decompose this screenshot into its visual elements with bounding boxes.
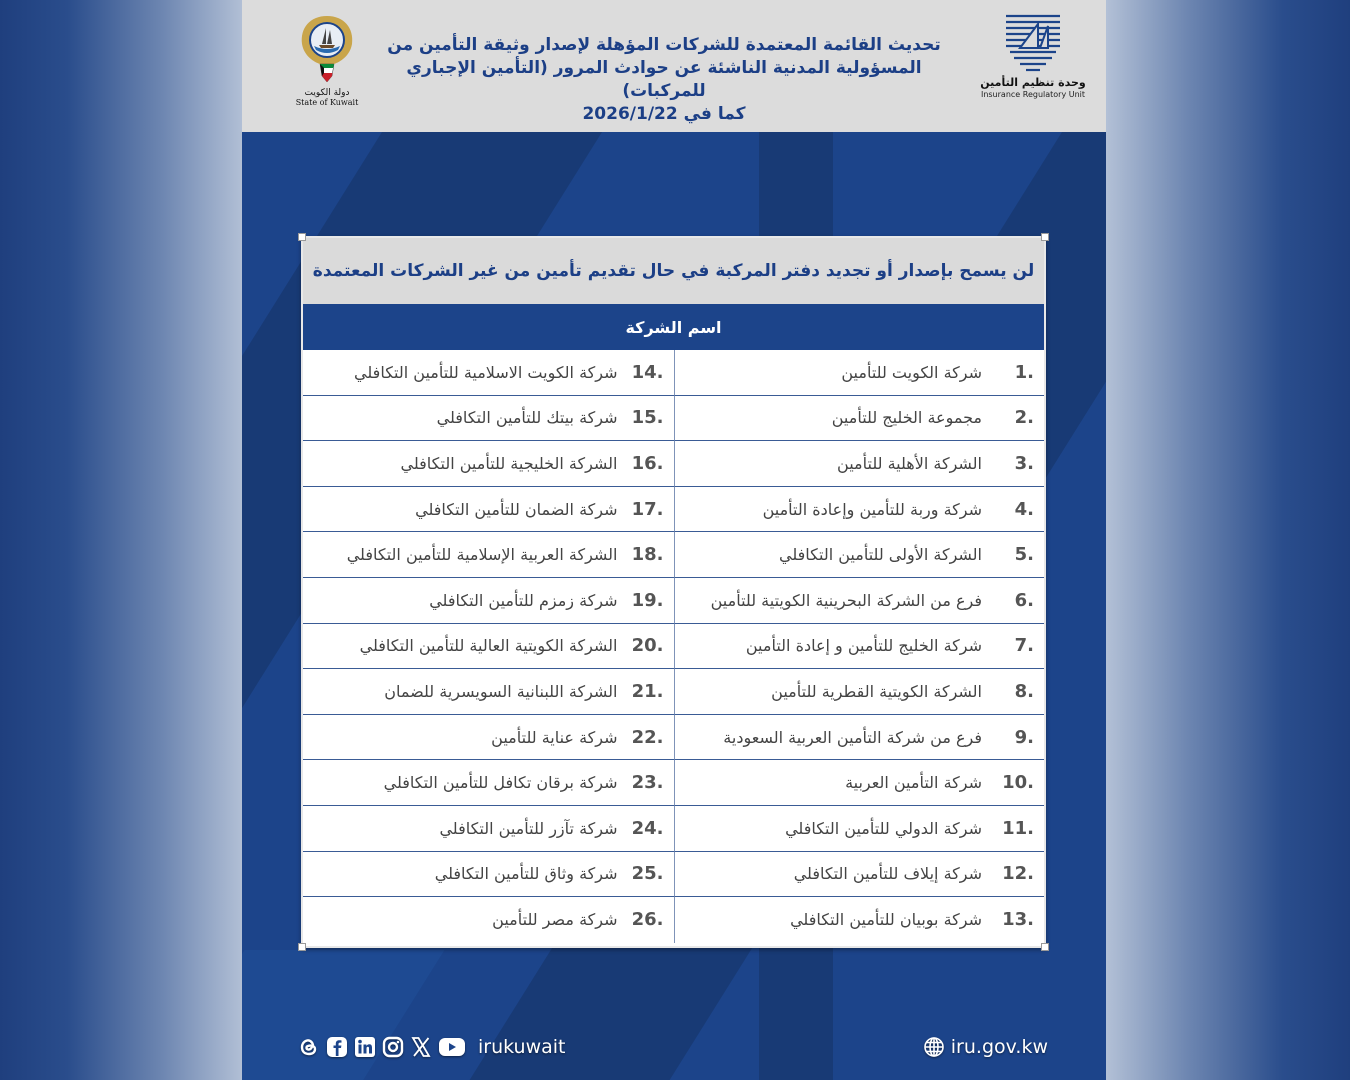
kuwait-logo	[292, 12, 362, 107]
company-number: 4.	[1014, 498, 1034, 520]
company-name: الشركة العربية الإسلامية للتأمين التكافلي	[346, 545, 618, 565]
company-row	[674, 624, 1045, 670]
company-row	[303, 760, 674, 806]
company-number: 8.	[1014, 680, 1034, 702]
company-name: الشركة الكويتية القطرية للتأمين	[771, 681, 982, 701]
resize-handle	[1041, 943, 1049, 951]
globe-icon	[923, 1036, 945, 1058]
company-name: شركة وثاق للتأمين التكافلي	[434, 864, 618, 884]
company-number: 15.	[631, 407, 664, 429]
company-row	[303, 487, 674, 533]
company-row	[303, 441, 674, 487]
company-number: 2.	[1014, 407, 1034, 429]
linkedin-icon[interactable]	[354, 1036, 376, 1058]
company-row	[674, 669, 1045, 715]
company-number: 1.	[1014, 361, 1034, 383]
iru-name-ar: وحدة تنظيم التأمين	[980, 76, 1086, 89]
footer	[242, 1034, 1106, 1064]
table-notice: لن يسمح بإصدار أو تجديد دفتر المركبة في حال تقديم تأمين من غير الشركات المعتمدة	[303, 238, 1044, 304]
company-name: الشركة الكويتية العالية للتأمين التكافلي	[359, 636, 618, 656]
company-name: شركة زمزم للتأمين التكافلي	[429, 590, 618, 610]
company-row	[674, 806, 1045, 852]
resize-handle	[298, 943, 306, 951]
company-number: 21.	[631, 680, 664, 702]
company-name: فرع من شركة التأمين العربية السعودية	[723, 727, 982, 747]
company-row	[303, 715, 674, 761]
poster	[242, 0, 1106, 1080]
table-column-header: اسم الشركة	[303, 304, 1044, 350]
company-name: الشركة اللبنانية السويسرية للضمان	[384, 681, 618, 701]
title-date: كما في 2026/1/22	[582, 104, 746, 124]
company-row	[303, 532, 674, 578]
company-row	[303, 624, 674, 670]
company-row	[674, 441, 1045, 487]
facebook-icon[interactable]	[326, 1036, 348, 1058]
x-icon[interactable]	[410, 1036, 432, 1058]
company-name: شركة برقان تكافل للتأمين التكافلي	[383, 773, 618, 793]
company-row	[674, 897, 1045, 943]
company-name: شركة الضمان للتأمين التكافلي	[415, 499, 618, 519]
website-url[interactable]: iru.gov.kw	[950, 1036, 1048, 1058]
company-name: الشركة الأولى للتأمين التكافلي	[779, 545, 982, 565]
title-line-2: المسؤولية المدنية الناشئة عن حوادث المرور (التأمين الإجباري للمركبات)	[406, 58, 922, 101]
kuwait-emblem-icon	[296, 12, 358, 86]
company-row	[674, 396, 1045, 442]
company-number: 5.	[1014, 544, 1034, 566]
company-number: 6.	[1014, 589, 1034, 611]
company-row	[674, 578, 1045, 624]
iru-logo-icon	[1002, 12, 1064, 74]
company-row	[674, 852, 1045, 898]
company-row	[303, 897, 674, 943]
company-number: 7.	[1014, 635, 1034, 657]
company-number: 26.	[631, 909, 664, 931]
company-name: شركة وربة للتأمين وإعادة التأمين	[762, 499, 982, 519]
company-row	[303, 852, 674, 898]
company-number: 19.	[631, 589, 664, 611]
company-number: 18.	[631, 544, 664, 566]
company-number: 3.	[1014, 452, 1034, 474]
company-number: 12.	[1002, 863, 1034, 885]
company-row	[303, 350, 674, 396]
iru-logo	[978, 12, 1088, 99]
company-row	[674, 760, 1045, 806]
company-name: شركة إيلاف للتأمين التكافلي	[793, 864, 982, 884]
company-number: 10.	[1002, 772, 1034, 794]
company-number: 14.	[631, 361, 664, 383]
company-list	[303, 350, 1044, 943]
company-name: شركة بيتك للتأمين التكافلي	[436, 408, 618, 428]
youtube-icon[interactable]	[438, 1036, 466, 1058]
kuwait-name-ar: دولة الكويت	[304, 88, 350, 98]
company-number: 23.	[631, 772, 664, 794]
kuwait-name-en: State of Kuwait	[295, 98, 359, 107]
company-name: شركة التأمين العربية	[845, 773, 982, 793]
company-name: شركة عناية للتأمين	[491, 727, 618, 747]
company-number: 16.	[631, 452, 664, 474]
website-link[interactable]	[923, 1036, 1048, 1058]
company-row	[674, 350, 1045, 396]
approved-companies-table	[301, 236, 1046, 948]
company-row	[674, 715, 1045, 761]
resize-handle	[298, 233, 306, 241]
company-name: الشركة الخليجية للتأمين التكافلي	[400, 453, 618, 473]
company-name: شركة مصر للتأمين	[492, 910, 618, 930]
company-name: فرع من الشركة البحرينية الكويتية للتأمين	[710, 590, 982, 610]
resize-handle	[1041, 233, 1049, 241]
company-number: 25.	[631, 863, 664, 885]
company-row	[674, 532, 1045, 578]
company-name: شركة الخليج للتأمين و إعادة التأمين	[745, 636, 982, 656]
company-number: 9.	[1014, 726, 1034, 748]
company-number: 22.	[631, 726, 664, 748]
company-row	[303, 396, 674, 442]
company-name: شركة الكويت للتأمين	[841, 362, 982, 382]
page-title	[372, 34, 956, 126]
company-name: الشركة الأهلية للتأمين	[837, 453, 982, 473]
company-number: 13.	[1002, 909, 1034, 931]
company-row	[674, 487, 1045, 533]
company-number: 11.	[1002, 817, 1034, 839]
title-line-1: تحديث القائمة المعتمدة للشركات المؤهلة لإصدار وثيقة التأمين من	[387, 35, 941, 55]
company-row	[303, 578, 674, 624]
threads-icon[interactable]	[298, 1036, 320, 1058]
company-name: شركة الدولي للتأمين التكافلي	[785, 818, 982, 838]
company-name: شركة بوبيان للتأمين التكافلي	[790, 910, 982, 930]
company-name: مجموعة الخليج للتأمين	[831, 408, 982, 428]
company-number: 17.	[631, 498, 664, 520]
social-handle[interactable]: irukuwait	[478, 1036, 566, 1058]
instagram-icon[interactable]	[382, 1036, 404, 1058]
company-name: شركة تآزر للتأمين التكافلي	[439, 818, 618, 838]
company-row	[303, 669, 674, 715]
company-row	[303, 806, 674, 852]
company-name: شركة الكويت الاسلامية للتأمين التكافلي	[354, 362, 618, 382]
iru-name-en: Insurance Regulatory Unit	[980, 90, 1086, 99]
header-banner	[242, 0, 1106, 132]
social-links	[298, 1036, 566, 1058]
company-number: 20.	[631, 635, 664, 657]
company-number: 24.	[631, 817, 664, 839]
